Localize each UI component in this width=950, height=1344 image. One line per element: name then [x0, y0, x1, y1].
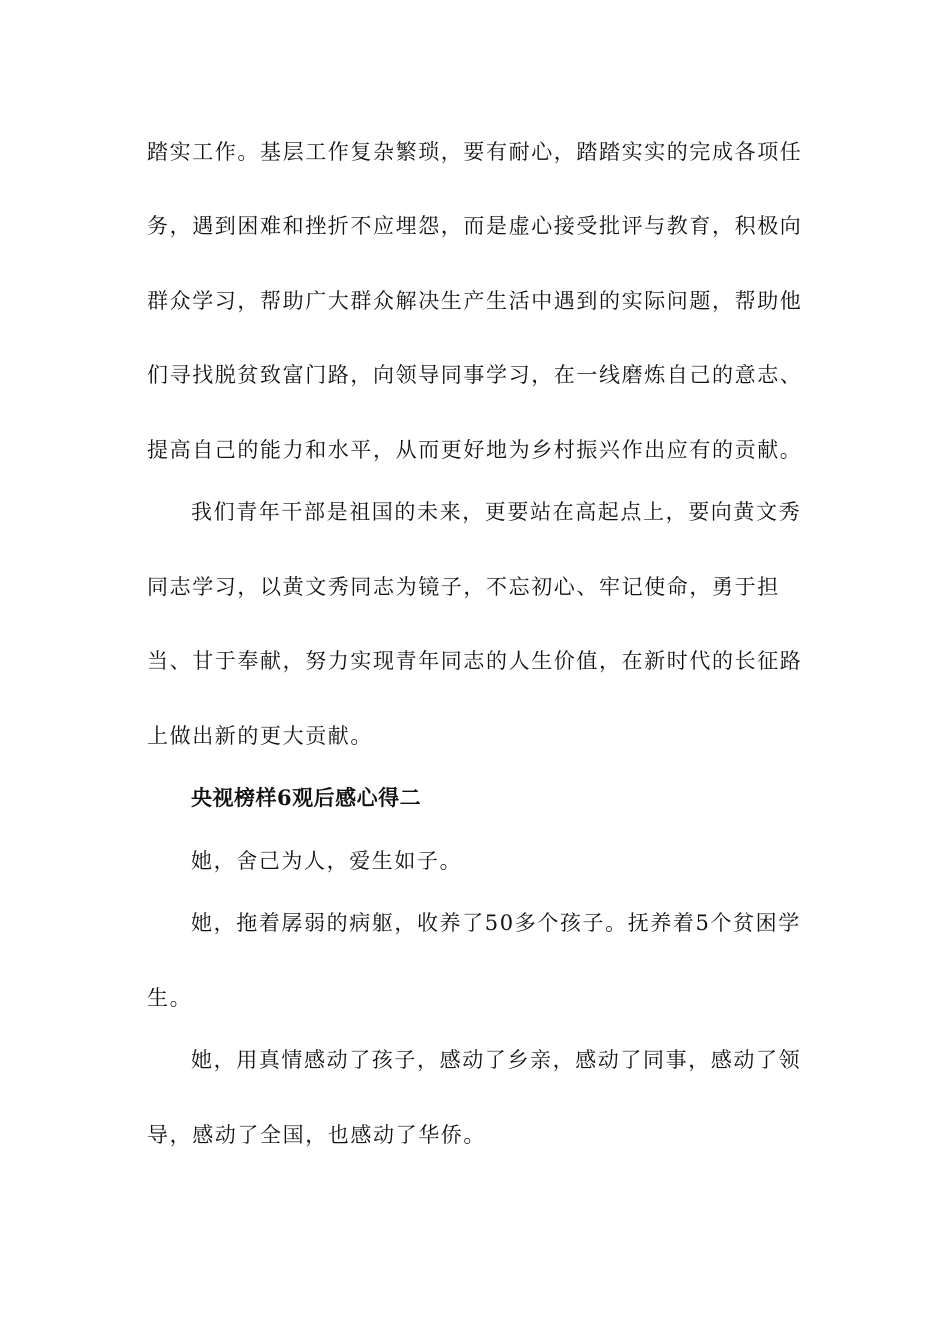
- paragraph-line: 们寻找脱贫致富门路，向领导同事学习，在一线磨炼自己的意志、: [147, 363, 803, 387]
- paragraph-line: 群众学习，帮助广大群众解决生产生活中遇到的实际问题，帮助他: [147, 289, 803, 313]
- paragraph-line: 当、甘于奉献，努力实现青年同志的人生价值，在新时代的长征路: [147, 649, 803, 673]
- paragraph-line: 上做出新的更大贡献。: [147, 724, 373, 748]
- section-heading: 央视榜样6观后感心得二: [191, 785, 422, 810]
- paragraph-line: 导，感动了全国，也感动了华侨。: [147, 1123, 486, 1147]
- paragraph-line: 生。: [147, 986, 193, 1010]
- paragraph-line: 她，舍己为人，爱生如子。: [191, 849, 463, 873]
- paragraph-line: 她，拖着孱弱的病躯，收养了50多个孩子。抚养着5个贫困学: [191, 911, 801, 935]
- paragraph-line: 提高自己的能力和水平，从而更好地为乡村振兴作出应有的贡献。: [147, 438, 803, 462]
- paragraph-line: 务，遇到困难和挫折不应埋怨，而是虚心接受批评与教育，积极向: [147, 214, 803, 238]
- paragraph-line: 她，用真情感动了孩子，感动了乡亲，感动了同事，感动了领: [191, 1048, 802, 1072]
- paragraph-line: 同志学习，以黄文秀同志为镜子，不忘初心、牢记使命，勇于担: [147, 575, 780, 599]
- paragraph-line: 踏实工作。基层工作复杂繁琐，要有耐心，踏踏实实的完成各项任: [147, 140, 803, 164]
- paragraph-line: 我们青年干部是祖国的未来，更要站在高起点上，要向黄文秀: [191, 500, 802, 524]
